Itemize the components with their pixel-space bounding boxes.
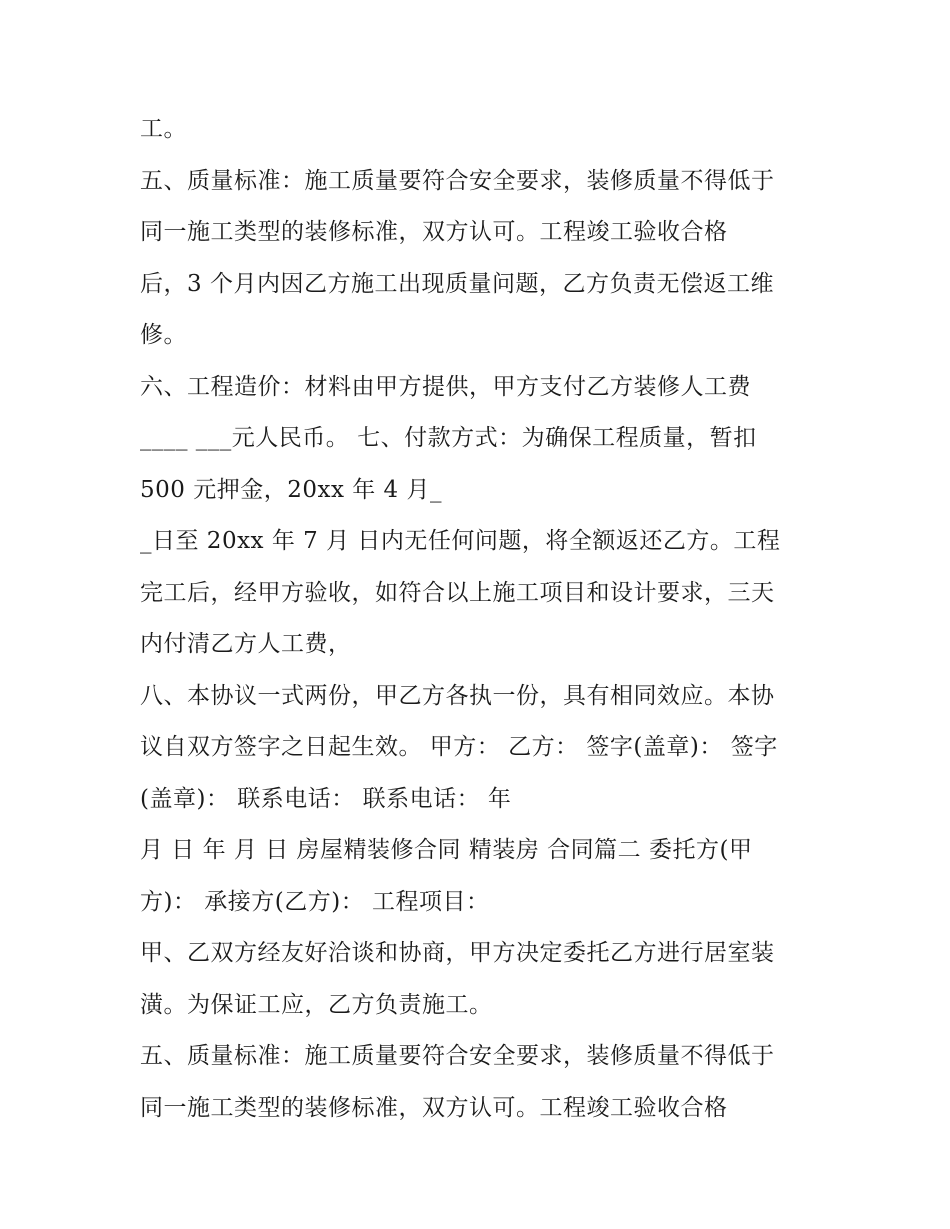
text-line: 工。 [140,116,187,142]
text-line: 五、质量标准：施工质量要符合安全要求，装修质量不得低于 [140,167,775,194]
text-line: 修。 [140,322,187,348]
text-line: _日至 20xx 年 7 月 日内无任何问题，将全额返还乙方。工程 [140,528,781,554]
text-line: 议自双方签字之日起生效。 甲方： 乙方： 签字(盖章)： 签字 [140,734,778,760]
text-line: 方)： 承接方(乙方)： 工程项目： [140,888,490,915]
text-line: 完工后，经甲方验收，如符合以上施工项目和设计要求，三天 [140,579,775,606]
text-line: 八、本协议一式两份，甲乙方各执一份，具有相同效应。本协 [140,682,775,709]
text-line: 月 日 年 月 日 房屋精装修合同 精装房 合同篇二 委托方(甲 [140,837,753,863]
text-line: 潢。为保证工应，乙方负责施工。 [140,991,493,1018]
text-line: 后，3 个月内因乙方施工出现质量问题，乙方负责无偿返工维 [140,270,774,297]
text-line: 五、质量标准：施工质量要符合安全要求，装修质量不得低于 [140,1043,775,1069]
document-body [140,104,840,1134]
text-line: 500 元押金，20xx 年 4 月_ [140,476,442,503]
text-line: 同一施工类型的装修标准，双方认可。工程竣工验收合格 [140,219,728,245]
text-line: ____ ___元人民币。 七、付款方式：为确保工程质量，暂扣 [140,425,757,451]
text-line: 六、工程造价：材料由甲方提供，甲方支付乙方装修人工费 [140,373,751,400]
text-line: (盖章)： 联系电话： 联系电话： 年 [140,785,512,812]
text-line: 甲、乙双方经友好洽谈和协商，甲方决定委托乙方进行居室装 [140,940,775,966]
text-line: 同一施工类型的装修标准，双方认可。工程竣工验收合格 [140,1094,728,1121]
text-line: 内付清乙方人工费， [140,631,352,657]
